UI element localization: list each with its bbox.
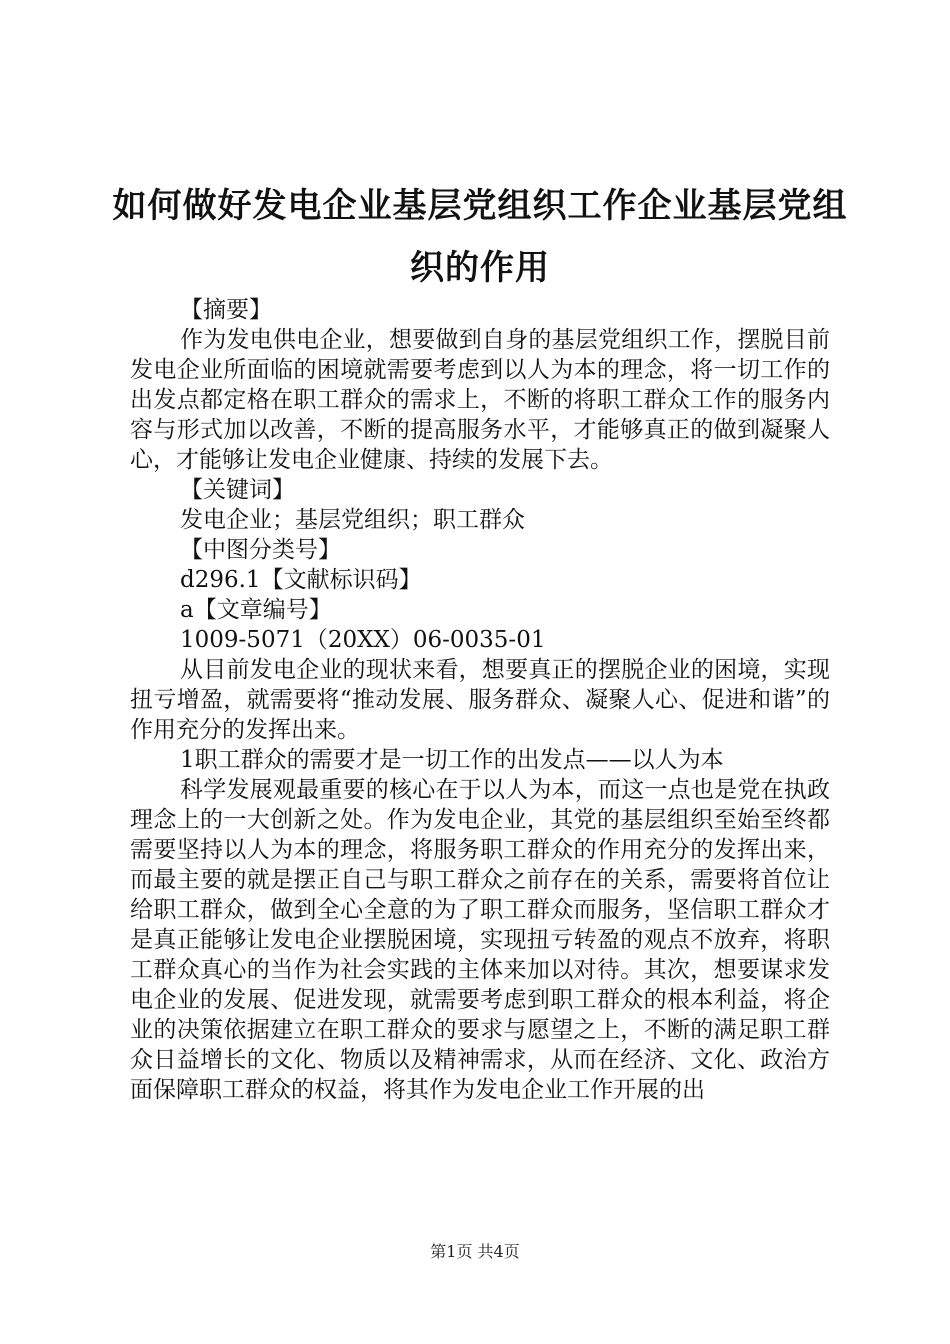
intro-paragraph: 从目前发电企业的现状来看，想要真正的摆脱企业的困境，实现扭亏增盈，就需要将“推动发展、服务群众、凝聚人心、促进和谐”的作用充分的发挥出来。 (130, 657, 830, 743)
abstract-label: 【摘要】 (180, 297, 272, 323)
keywords-label: 【关键词】 (180, 477, 295, 503)
clc-line: d296.1【文献标识码】 (180, 567, 422, 593)
article-id: 1009-5071（20XX）06-0035-01 (180, 627, 546, 653)
document-code-line: a【文章编号】 (180, 597, 332, 623)
section-heading: 1职工群众的需要才是一切工作的出发点——以人为本 (180, 747, 724, 773)
keywords-text: 发电企业；基层党组织；职工群众 (180, 507, 525, 533)
document-body (130, 295, 830, 1105)
abstract-paragraph: 作为发电供电企业，想要做到自身的基层党组织工作，摆脱目前发电企业所面临的困境就需要考虑到以人为本的理念，将一切工作的出发点都定格在职工群众的需求上，不断的将职工群众工作的服务内容与形式加以改善，不断的提高服务水平，才能够真正的做到凝聚人心，才能够让发电企业健康、持续的发展下去。 (130, 327, 830, 473)
section-paragraph: 科学发展观最重要的核心在于以人为本，而这一点也是党在执政理念上的一大创新之处。作为发电企业，其党的基层组织至始至终都需要坚持以人为本的理念，将服务职工群众的作用充分的发挥出来，而最主要的就是摆正自己与职工群众之前存在的关系，需要将首位让给职工群众，做到全心全意的为了职工群众而服务，坚信职工群众才是真正能够让发电企业摆脱困境，实现扭亏转盈的观点不放弃，将职工群众真心的当作为社会实践的主体来加以对待。其次，想要谋求发电企业的发展、促进发现，就需要考虑到职工群众的根本利益，将企业的决策依据建立在职工群众的要求与愿望之上，不断的满足职工群众日益增长的文化、物质以及精神需求，从而在经济、文化、政治方面保障职工群众的权益，将其作为发电企业工作开展的出 (130, 777, 830, 1103)
clc-label: 【中图分类号】 (180, 537, 341, 563)
document-title: 如何做好发电企业基层党组织工作企业基层党组织的作用 (112, 186, 848, 288)
page-footer: 第1页 共4页 (430, 1242, 520, 1261)
